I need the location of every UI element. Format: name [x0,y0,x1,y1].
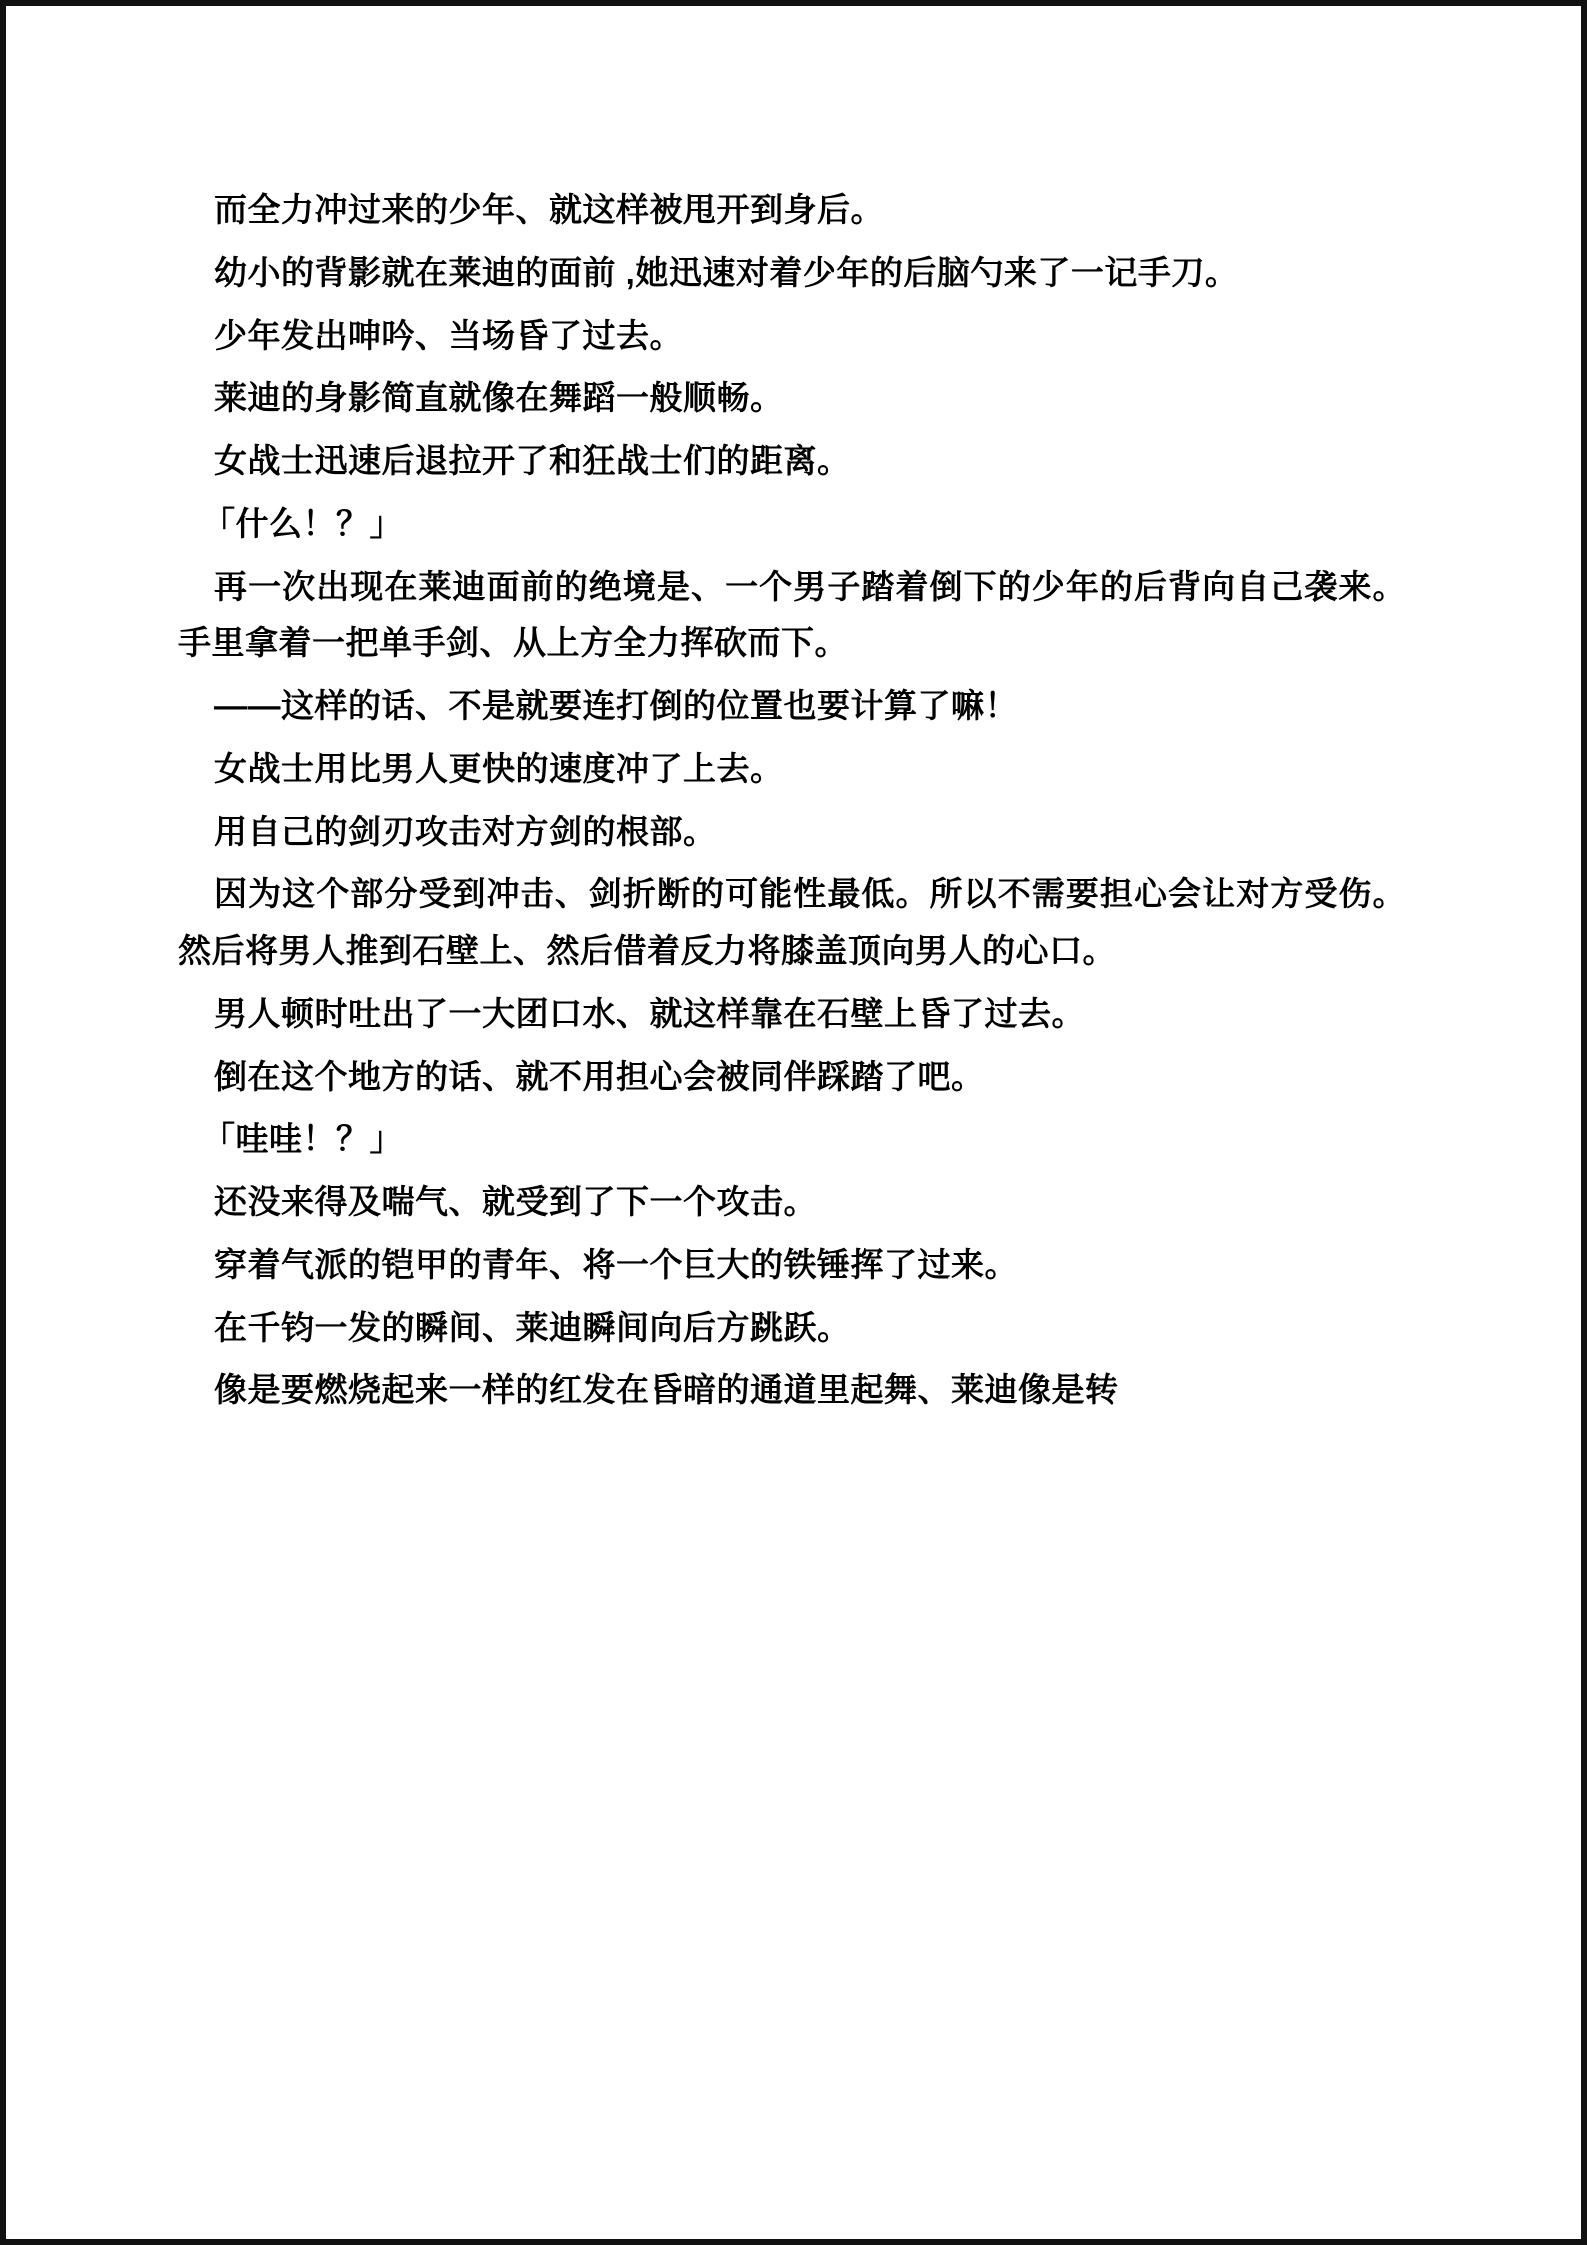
paragraph: 而全力冲过来的少年、就这样被甩开到身后。 [214,191,884,228]
paragraph: 因为这个部分受到冲击、剑折断的可能性最低。所以不需要担心会让对方受伤。然后将男人推到石壁上、然后借着反力将膝盖顶向男人的心口。 [178,875,1406,969]
paragraph: 再一次出现在莱迪面前的绝境是、一个男子踏着倒下的少年的后背向自己袭来。手里拿着一把单手剑、从上方全力挥砍而下。 [178,567,1406,662]
paragraph: 用自己的剑刃攻击对方剑的根部。 [214,812,717,850]
paragraph: 女战士迅速后退拉开了和狂战士们的距离。 [214,442,851,479]
paragraph: 穿着气派的铠甲的青年、将一个巨大的铁锤挥了过来。 [214,1245,1018,1283]
paragraph: 少年发出呻吟、当场昏了过去。 [214,316,683,354]
dialogue-line: 「什么！？」 [202,504,403,542]
paragraph: 倒在这个地方的话、就不用担心会被同伴踩踏了吧。 [214,1057,985,1095]
dialogue-line: 「哇哇！？」 [202,1120,403,1158]
paragraph: 男人顿时吐出了一大团口水、就这样靠在石壁上昏了过去。 [214,994,1085,1032]
paragraph: 幼小的背影就在莱迪的面前 ,她迅速对着少年的后脑勺来了一记手刀。 [214,253,1239,291]
paragraph: 莱迪的身影简直就像在舞蹈一般顺畅。 [214,379,784,417]
paragraph: ——这样的话、不是就要连打倒的位置也要计算了嘛！ [214,687,1018,724]
paragraph: 还没来得及喘气、就受到了下一个攻击。 [214,1183,817,1220]
paragraph: 女战士用比男人更快的速度冲了上去。 [214,749,784,787]
paragraph: 像是要燃烧起来一样的红发在昏暗的通道里起舞、莱迪像是转 [214,1371,1119,1409]
novel-text-body [178,182,1406,1425]
paragraph: 在千钧一发的瞬间、莱迪瞬间向后方跳跃。 [214,1308,851,1346]
